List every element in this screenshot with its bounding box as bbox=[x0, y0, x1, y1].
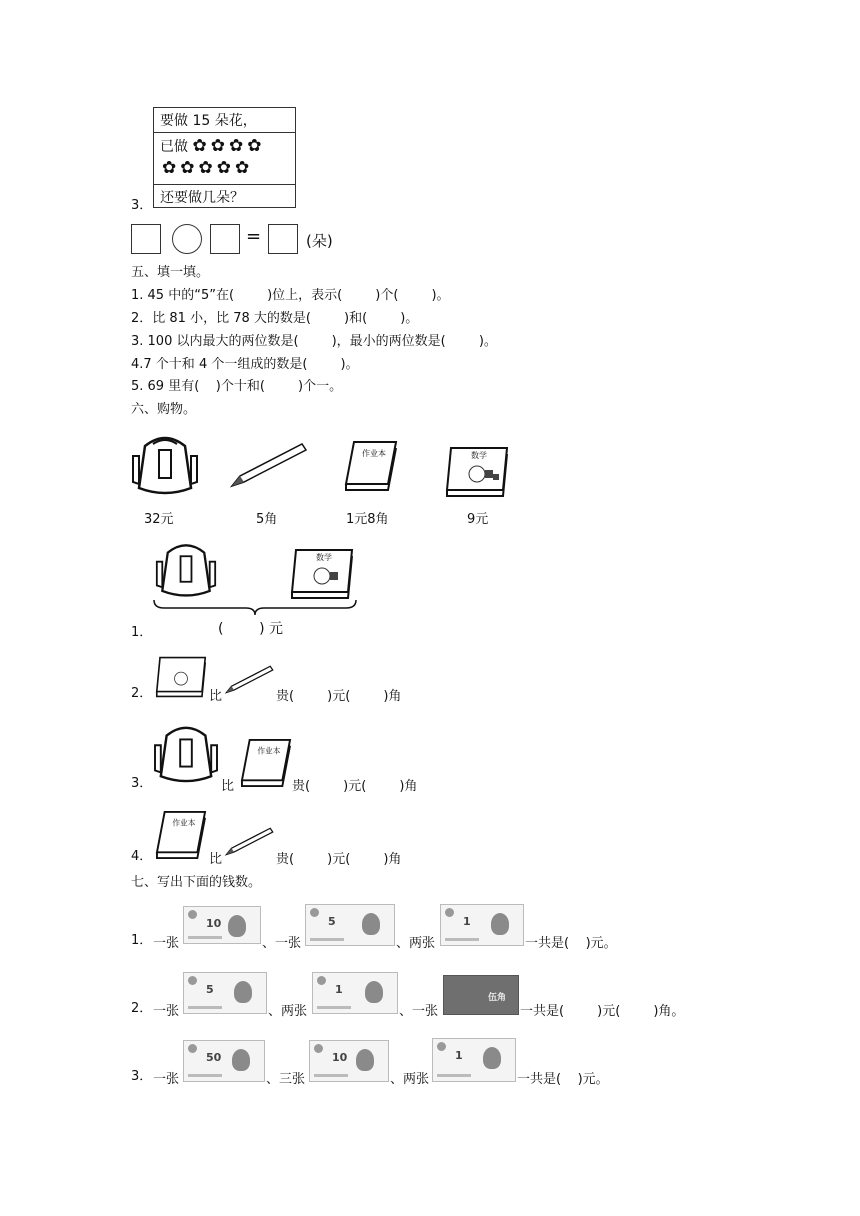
money-text: 、两张 bbox=[390, 1072, 430, 1087]
money-answer: 一共是( )元。 bbox=[525, 936, 617, 951]
banknote-1-icon bbox=[432, 1038, 516, 1082]
fill-item-5: 5. 69 里有( )个十和( )个一。 bbox=[131, 379, 343, 394]
note-denomination: 1 bbox=[455, 1049, 463, 1062]
equals-sign: = bbox=[246, 226, 262, 247]
fill-item-2: 2．比 81 小，比 78 大的数是( )和( )。 bbox=[131, 311, 419, 326]
note-denomination: 10 bbox=[206, 917, 222, 930]
money-text: 、三张 bbox=[266, 1072, 306, 1087]
flower-icon: ✿ bbox=[180, 158, 195, 178]
note-denomination: 1 bbox=[335, 983, 343, 996]
operator-circle[interactable] bbox=[172, 224, 202, 254]
question-number: 1． bbox=[131, 933, 153, 948]
math-book-icon bbox=[445, 446, 509, 498]
notebook-icon bbox=[240, 738, 292, 788]
backpack-icon bbox=[155, 538, 217, 600]
section-5-title: 五、填一填。 bbox=[131, 265, 210, 280]
unit-label: (朵) bbox=[306, 232, 333, 250]
flower-icons-row-1 bbox=[192, 136, 265, 156]
notebook-label: 作业本 bbox=[362, 449, 386, 458]
math-book-icon bbox=[155, 656, 207, 698]
flower-icon: ✿ bbox=[247, 136, 262, 156]
price-notebook: 1元8角 bbox=[346, 512, 389, 527]
banknote-5-icon bbox=[183, 972, 267, 1014]
banknote-5-jiao-icon bbox=[443, 975, 519, 1015]
fill-item-4: 4.7 个十和 4 个一组成的数是( )。 bbox=[131, 357, 359, 372]
question-number: 2． bbox=[131, 1001, 153, 1016]
question-number: 2． bbox=[131, 686, 153, 701]
money-text: 、一张 bbox=[399, 1004, 439, 1019]
flower-icon: ✿ bbox=[216, 158, 231, 178]
flower-problem-box bbox=[153, 107, 296, 208]
section-6-title: 六、购物。 bbox=[131, 402, 197, 417]
compare-word: 比 bbox=[221, 779, 235, 794]
compare-blank: 贵( )元( )角 bbox=[292, 779, 418, 794]
brace-icon bbox=[152, 598, 358, 616]
flower-icon: ✿ bbox=[162, 158, 177, 178]
money-answer: 一共是( )元。 bbox=[517, 1072, 609, 1087]
notebook-label: 作业本 bbox=[257, 746, 281, 756]
total-blank: ( ) 元 bbox=[218, 621, 283, 637]
banknote-10-icon bbox=[309, 1040, 389, 1082]
note-denomination: 伍角 bbox=[488, 993, 507, 1003]
math-book-label: 数学 bbox=[471, 451, 487, 460]
flower-icon: ✿ bbox=[198, 158, 213, 178]
question-number: 3． bbox=[131, 198, 153, 213]
money-text: 、一张 bbox=[262, 936, 302, 951]
compare-blank: 贵( )元( )角 bbox=[276, 852, 402, 867]
notebook-icon bbox=[155, 810, 207, 860]
problem-line-1: 要做 15 朵花， bbox=[160, 113, 257, 129]
money-text: 一张 bbox=[153, 936, 180, 951]
banknote-1-icon bbox=[312, 972, 398, 1014]
price-pencil: 5角 bbox=[256, 512, 278, 527]
section-7-title: 七、写出下面的钱数。 bbox=[131, 875, 262, 890]
compare-word: 比 bbox=[209, 689, 223, 704]
flower-icon: ✿ bbox=[235, 158, 250, 178]
backpack-icon bbox=[153, 722, 219, 784]
answer-box-1[interactable] bbox=[131, 224, 161, 254]
notebook-icon bbox=[344, 440, 398, 492]
flower-icon: ✿ bbox=[192, 136, 207, 156]
money-answer: 一共是( )元( )角。 bbox=[520, 1004, 685, 1019]
answer-box-3[interactable] bbox=[268, 224, 298, 254]
done-row-1 bbox=[160, 136, 295, 156]
question-number: 3． bbox=[131, 1069, 153, 1084]
math-book-label: 数学 bbox=[316, 553, 332, 562]
fill-item-1: 1. 45 中的“5”在( )位上，表示( )个( )。 bbox=[131, 288, 450, 303]
note-denomination: 50 bbox=[206, 1051, 222, 1064]
money-text: 一张 bbox=[153, 1072, 180, 1087]
compare-word: 比 bbox=[209, 852, 223, 867]
note-denomination: 10 bbox=[332, 1051, 348, 1064]
answer-box-2[interactable] bbox=[210, 224, 240, 254]
flower-icon: ✿ bbox=[228, 136, 244, 156]
question-number: 3． bbox=[131, 776, 153, 791]
fill-item-3: 3. 100 以内最大的两位数是( )，最小的两位数是( )。 bbox=[131, 334, 497, 349]
pencil-icon bbox=[224, 664, 274, 696]
flower-icons-row-2 bbox=[162, 160, 295, 177]
done-label: 已做 bbox=[160, 139, 188, 155]
note-denomination: 5 bbox=[206, 983, 214, 996]
price-backpack: 32元 bbox=[144, 512, 174, 527]
banknote-1-icon bbox=[440, 904, 524, 946]
problem-line-4: 还要做几朵？ bbox=[160, 190, 244, 206]
price-math-book: 9元 bbox=[467, 512, 489, 527]
question-number: 1． bbox=[131, 625, 153, 640]
flower-icon: ✿ bbox=[210, 136, 225, 156]
banknote-5-icon bbox=[305, 904, 395, 946]
compare-blank: 贵( )元( )角 bbox=[276, 689, 402, 704]
pencil-icon bbox=[228, 442, 308, 490]
money-text: 一张 bbox=[153, 1004, 180, 1019]
notebook-label: 作业本 bbox=[172, 818, 196, 828]
banknote-10-icon bbox=[183, 906, 261, 944]
note-denomination: 1 bbox=[463, 915, 471, 928]
math-book-icon bbox=[290, 548, 354, 600]
money-text: 、两张 bbox=[268, 1004, 308, 1019]
money-text: 、两张 bbox=[396, 936, 436, 951]
pencil-icon bbox=[224, 826, 274, 858]
question-number: 4． bbox=[131, 849, 153, 864]
backpack-icon bbox=[131, 432, 199, 496]
banknote-50-icon bbox=[183, 1040, 265, 1082]
note-denomination: 5 bbox=[328, 915, 336, 928]
